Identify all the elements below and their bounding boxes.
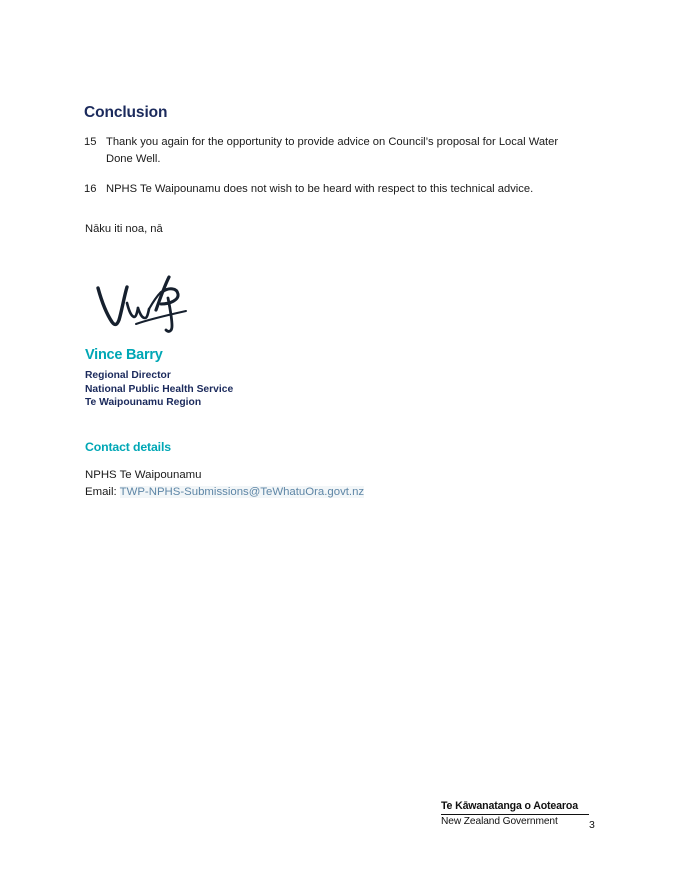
contact-details-heading: Contact details: [85, 440, 171, 454]
signer-title-line: National Public Health Service: [85, 383, 234, 395]
paragraph-number: 15: [84, 136, 97, 148]
logo-divider: [441, 814, 589, 815]
list-item: [84, 181, 584, 198]
contact-organisation: NPHS Te Waipounamu: [85, 469, 202, 481]
email-label: Email:: [85, 486, 117, 498]
list-item: [84, 134, 584, 167]
logo-line-english: New Zealand Government: [441, 815, 558, 827]
signer-title-line: Te Waipounamu Region: [85, 397, 202, 409]
contact-email-row: [85, 484, 364, 501]
signer-name: Vince Barry: [85, 347, 163, 363]
numbered-paragraph-list: [84, 134, 584, 212]
email-link[interactable]: TWP-NPHS-Submissions@TeWhatuOra.govt.nz: [119, 486, 365, 498]
signer-title-line: Regional Director: [85, 370, 171, 381]
logo-line-maori: Te Kāwanatanga o Aotearoa: [441, 800, 578, 812]
signature-image: [90, 266, 202, 338]
nz-government-logo: [441, 800, 589, 827]
salutation-text: Nāku iti noa, nā: [85, 223, 163, 235]
contact-details-block: [85, 467, 364, 501]
paragraph-text: NPHS Te Waipounamu does not wish to be heard with respect to this technical advice.: [106, 183, 534, 195]
paragraph-text: Thank you again for the opportunity to provide advice on Council’s proposal for Local Water Done Well.: [106, 136, 559, 165]
page-title: Conclusion: [84, 104, 168, 121]
handwritten-signature-icon: [90, 266, 202, 338]
paragraph-number: 16: [84, 183, 97, 195]
signer-title-block: [85, 369, 233, 410]
page-number: 3: [589, 819, 595, 831]
